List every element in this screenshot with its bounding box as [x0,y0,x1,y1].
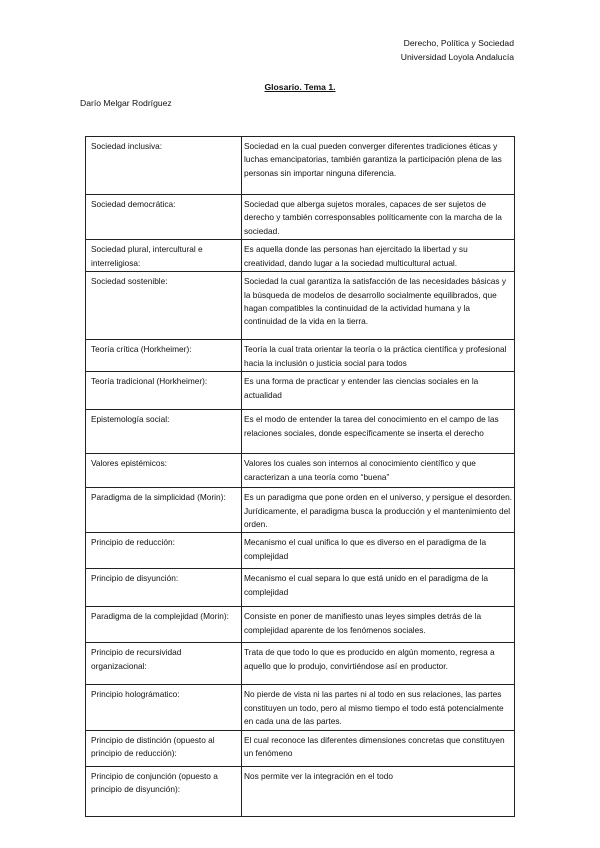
term-cell: Paradigma de la complejidad (Morin): [86,607,242,643]
definition-cell: Mecanismo el cual separa lo que está unido en el paradigma de la complejidad [242,569,515,607]
term-cell: Sociedad inclusiva: [86,137,242,195]
definition-cell: Sociedad que alberga sujetos morales, capaces de ser sujetos de derecho y también corresponsables políticamente con la marcha de la sociedad. [242,195,515,240]
term-cell: Principio de distinción (opuesto al principio de reducción): [86,730,242,766]
table-row [86,240,515,272]
term-cell: Valores epistémicos: [86,454,242,488]
term-cell: Principio de conjunción (opuesto a principio de disyunción): [86,766,242,816]
term-cell: Sociedad sostenible: [86,272,242,340]
table-row [86,137,515,195]
table-row [86,454,515,488]
definition-cell: Mecanismo el cual unifica lo que es diverso en el paradigma de la complejidad [242,533,515,569]
definition-cell: El cual reconoce las diferentes dimensiones concretas que constituyen un fenómeno [242,730,515,766]
table-row [86,372,515,410]
table-row [86,488,515,533]
term-cell: Principio de disyunción: [86,569,242,607]
table-row [86,410,515,454]
term-cell: Paradigma de la simplicidad (Morin): [86,488,242,533]
table-row [86,730,515,766]
term-cell: Sociedad plural, intercultural e interreligiosa: [86,240,242,272]
term-cell: Principio de recursividad organizacional: [86,643,242,685]
definition-cell: Es un paradigma que pone orden en el universo, y persigue el desorden. Jurídicamente, el paradigma busca la producción y el mantenimiento del orden. [242,488,515,533]
header-course: Derecho, Política y Sociedad [403,38,514,48]
term-cell: Teoría tradicional (Horkheimer): [86,372,242,410]
author-name: Darío Melgar Rodríguez [80,98,172,108]
term-cell: Sociedad democrática: [86,195,242,240]
table-row [86,766,515,816]
document-header [401,36,514,64]
table-row [86,340,515,372]
term-cell: Principio de reducción: [86,533,242,569]
table-row [86,195,515,240]
term-cell: Teoría crítica (Horkheimer): [86,340,242,372]
definition-cell: No pierde de vista ni las partes ni al todo en sus relaciones, las partes constituyen un todo, pero al mismo tiempo el todo está potencialmente en cada una de las partes. [242,685,515,730]
table-row [86,607,515,643]
table-row [86,569,515,607]
term-cell: Principio holográmatico: [86,685,242,730]
definition-cell: Es el modo de entender la tarea del conocimiento en el campo de las relaciones sociales, donde específicamente se inserta el derecho [242,410,515,454]
definition-cell: Teoría la cual trata orientar la teoría o la práctica científica y profesional hacia la inclusión o justicia social para todos [242,340,515,372]
definition-cell: Valores los cuales son internos al conocimiento científico y que caracterizan a una teoría como “buena” [242,454,515,488]
glossary-table [85,136,515,817]
term-cell: Epistemología social: [86,410,242,454]
document-title: Glosario. Tema 1. [264,82,336,92]
definition-cell: Nos permite ver la integración en el todo [242,766,515,816]
definition-cell: Es aquella donde las personas han ejercitado la libertad y su creatividad, dando lugar a la sociedad multicultural actual. [242,240,515,272]
definition-cell: Consiste en poner de manifiesto unas leyes simples detrás de la complejidad aparente de los fenómenos sociales. [242,607,515,643]
definition-cell: Trata de que todo lo que es producido en algún momento, regresa a aquello que lo produjo, convirtiéndose así en productor. [242,643,515,685]
table-row [86,533,515,569]
table-row [86,643,515,685]
definition-cell: Sociedad la cual garantiza la satisfacción de las necesidades básicas y la búsqueda de modelos de desarrollo socialmente equilibrados, que hagan compatibles la continuidad de la actividad humana y la continuidad de la vida en la tierra. [242,272,515,340]
definition-cell: Sociedad en la cual pueden converger diferentes tradiciones éticas y luchas emancipatorias, también garantiza la participación plena de las personas sin importar ninguna diferencia. [242,137,515,195]
header-university: Universidad Loyola Andalucía [400,52,514,62]
definition-cell: Es una forma de practicar y entender las ciencias sociales en la actualidad [242,372,515,410]
table-row [86,685,515,730]
table-row [86,272,515,340]
